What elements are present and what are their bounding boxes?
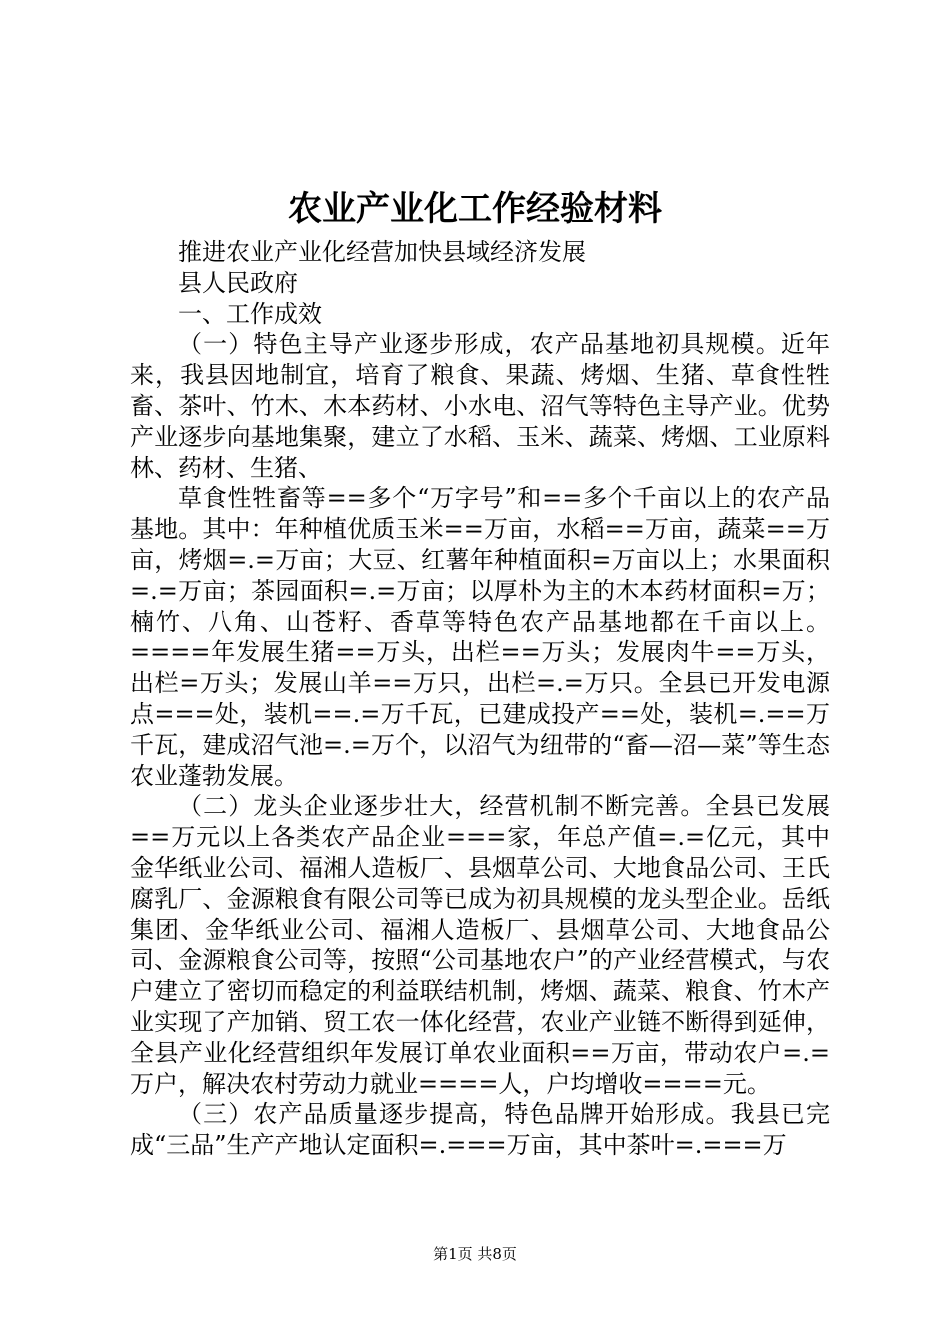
body-paragraph: （三）农产品质量逐步提高，特色品牌开始形成。我县已完成“三品”生产产地认定面积=.===万亩，其中茶叶=.===万: [130, 1100, 830, 1160]
document-body: [130, 237, 830, 1161]
page-number-footer: 第1页 共8页: [433, 1245, 517, 1263]
body-paragraph: （二）龙头企业逐步壮大，经营机制不断完善。全县已发展==万元以上各类农产品企业===家，年总产值=.=亿元，其中金华纸业公司、福湘人造板厂、县烟草公司、大地食品公司、王氏腐乳厂、金源粮食有限公司等已成为初具规模的龙头型企业。岳纸集团、金华纸业公司、福湘人造板厂、县烟草公司、大地食品公司、金源粮食公司等，按照“公司基地农户”的产业经营模式，与农户建立了密切而稳定的利益联结机制，烤烟、蔬菜、粮食、竹木产业实现了产加销、贸工农一体化经营，农业产业链不断得到延伸，全县产业化经营组织年发展订单农业面积==万亩，带动农户=.=万户，解决农村劳动力就业====人，户均增收====元。: [130, 792, 830, 1098]
document-title: 农业产业化工作经验材料: [288, 189, 662, 229]
subtitle-paragraph: 推进农业产业化经营加快县域经济发展: [178, 238, 586, 266]
section-heading: 一、工作成效: [178, 299, 322, 328]
author-paragraph: 县人民政府: [178, 268, 298, 297]
body-paragraph: （一）特色主导产业逐步形成，农产品基地初具规模。近年来，我县因地制宜，培育了粮食、果蔬、烤烟、生猪、草食性牲畜、茶叶、竹木、木本药材、小水电、沼气等特色主导产业。优势产业逐步向基地集聚，建立了水稻、玉米、蔬菜、烤烟、工业原料林、药材、生猪、: [130, 330, 830, 482]
body-paragraph: 草食性牲畜等==多个“万字号”和==多个千亩以上的农产品基地。其中：年种植优质玉米==万亩，水稻==万亩，蔬菜==万亩，烤烟=.=万亩；大豆、红薯年种植面积=万亩以上；水果面积=.=万亩；茶园面积=.=万亩；以厚朴为主的木本药材面积=万；楠竹、八角、山苍籽、香草等特色农产品基地都在千亩以上。====年发展生猪==万头，出栏==万头；发展肉牛==万头，出栏=万头；发展山羊==万只，出栏=.=万只。全县已开发电源点===处，装机==.=万千瓦，已建成投产==处，装机=.==万千瓦，建成沼气池=.=万个，以沼气为纽带的“畜—沼—菜”等生态农业蓬勃发展。: [130, 484, 830, 790]
